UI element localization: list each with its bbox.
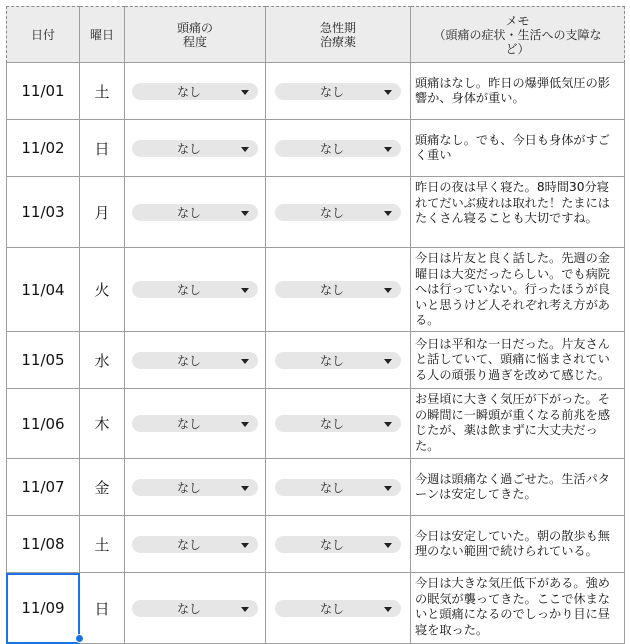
dropdown-arrow-icon[interactable] [241,422,249,427]
date-cell[interactable]: 11/06 [6,389,80,459]
dow-cell[interactable]: 木 [80,389,125,459]
dropdown-arrow-icon[interactable] [384,90,392,95]
medicine-dropdown[interactable] [275,479,401,496]
medicine-cell[interactable] [266,248,411,332]
memo-cell[interactable]: 頭痛はなし。昨日の爆弾低気圧の影響か、身体が重い。 [411,63,625,120]
memo-cell[interactable]: お昼頃に大きく気圧が下がった。その瞬間に一瞬頭が重くなる前兆を感じたが、薬は飲まずに大丈夫だった。 [411,389,625,459]
dropdown-arrow-icon[interactable] [241,147,249,152]
date-cell[interactable]: 11/09 [6,573,80,644]
severity-dropdown[interactable] [132,415,258,432]
date-cell[interactable]: 11/03 [6,177,80,248]
medicine-cell[interactable] [266,120,411,177]
dropdown-value: なし [319,141,344,156]
severity-dropdown[interactable] [132,83,258,100]
medicine-cell[interactable] [266,459,411,516]
dropdown-value: なし [176,537,201,552]
date-cell[interactable]: 11/05 [6,332,80,389]
dropdown-value: なし [176,480,201,495]
medicine-dropdown[interactable] [275,352,401,369]
dropdown-value: なし [319,417,344,431]
header-date-label: 日付 [30,27,55,42]
dropdown-value: なし [176,283,201,297]
dropdown-arrow-icon[interactable] [384,422,392,427]
severity-dropdown[interactable] [132,140,258,157]
medicine-cell[interactable] [266,177,411,248]
medicine-dropdown[interactable] [275,140,401,157]
medicine-cell[interactable] [266,332,411,389]
dropdown-value: なし [319,84,344,99]
dropdown-value: なし [319,205,344,220]
severity-cell[interactable] [125,459,266,516]
selection-fill-handle[interactable] [75,634,84,643]
dropdown-arrow-icon[interactable] [241,359,249,364]
dropdown-arrow-icon[interactable] [384,147,392,152]
severity-cell[interactable] [125,516,266,573]
medicine-cell[interactable] [266,63,411,120]
header-severity [125,6,266,63]
dropdown-value: なし [176,353,201,368]
severity-dropdown[interactable] [132,479,258,496]
dropdown-arrow-icon[interactable] [241,543,249,548]
medicine-cell[interactable] [266,389,411,459]
memo-cell[interactable]: 今週は頭痛なく過ごせた。生活パターンは安定してきた。 [411,459,625,516]
date-cell[interactable]: 11/01 [6,63,80,120]
severity-cell[interactable] [125,63,266,120]
memo-cell[interactable]: 頭痛なし。でも、今日も身体がすごく重い [411,120,625,177]
severity-cell[interactable] [125,120,266,177]
severity-cell[interactable] [125,332,266,389]
medicine-dropdown[interactable] [275,204,401,221]
header-severity-label: 頭痛の 程度 [176,20,213,49]
dropdown-arrow-icon[interactable] [384,486,392,491]
severity-cell[interactable] [125,389,266,459]
header-memo-label: メモ （頭痛の症状・生活への支障な ど） [433,13,602,56]
severity-dropdown[interactable] [132,536,258,553]
dropdown-arrow-icon[interactable] [241,211,249,216]
dow-cell[interactable]: 土 [80,63,125,120]
severity-dropdown[interactable] [132,600,258,617]
header-dow-label: 曜日 [89,27,114,42]
memo-cell[interactable]: 今日は平和な一日だった。片友さんと話していて、頭痛に悩まされている人の頑張り過ぎを改めて感じた。 [411,332,625,389]
medicine-dropdown[interactable] [275,83,401,100]
dropdown-value: なし [319,353,344,368]
medicine-cell[interactable] [266,516,411,573]
severity-cell[interactable] [125,248,266,332]
dropdown-arrow-icon[interactable] [241,90,249,95]
date-cell[interactable]: 11/04 [6,248,80,332]
medicine-dropdown[interactable] [275,600,401,617]
severity-dropdown[interactable] [132,204,258,221]
dropdown-arrow-icon[interactable] [241,486,249,491]
memo-cell[interactable]: 昨日の夜は早く寝た。8時間30分寝れてだいぶ疲れは取れた！たまにはたくさん寝ることも大切ですね。 [411,177,625,248]
medicine-dropdown[interactable] [275,536,401,553]
header-memo [411,6,625,63]
dow-cell[interactable]: 水 [80,332,125,389]
header-dow [80,6,125,63]
dropdown-arrow-icon[interactable] [384,543,392,548]
dropdown-arrow-icon[interactable] [241,607,249,612]
medicine-cell[interactable] [266,573,411,644]
memo-cell[interactable]: 今日は片友と良く話した。先週の金曜日は大変だったらしい。でも病院へは行っていない。行ったほうが良いと思うけど人それぞれ考え方がある。 [411,248,625,332]
memo-cell[interactable]: 今日は大きな気圧低下がある。強めの眠気が襲ってきた。ここで休まないと頭痛になるのでしっかり目に昼寝を取った。 [411,573,625,644]
severity-cell[interactable] [125,177,266,248]
header-date [6,6,80,63]
dropdown-value: なし [319,283,344,297]
dropdown-value: なし [176,601,201,616]
dropdown-arrow-icon[interactable] [384,288,392,293]
dow-cell[interactable]: 月 [80,177,125,248]
dow-cell[interactable]: 金 [80,459,125,516]
severity-cell[interactable] [125,573,266,644]
dow-cell[interactable]: 日 [80,573,125,644]
header-medicine-label: 急性期 治療薬 [319,20,356,49]
dropdown-arrow-icon[interactable] [384,607,392,612]
dow-cell[interactable]: 土 [80,516,125,573]
dow-cell[interactable]: 火 [80,248,125,332]
header-medicine [266,6,411,63]
date-cell[interactable]: 11/08 [6,516,80,573]
dropdown-value: なし [176,84,201,99]
dropdown-value: なし [176,205,201,220]
dropdown-value: なし [176,141,201,156]
memo-cell[interactable]: 今日は安定していた。朝の散歩も無理のない範囲で続けられている。 [411,516,625,573]
dropdown-value: なし [319,537,344,552]
medicine-dropdown[interactable] [275,415,401,432]
date-cell[interactable]: 11/07 [6,459,80,516]
severity-dropdown[interactable] [132,281,258,298]
dropdown-value: なし [176,417,201,431]
dropdown-value: なし [319,480,344,495]
dropdown-value: なし [319,601,344,616]
date-cell[interactable]: 11/02 [6,120,80,177]
dropdown-arrow-icon[interactable] [241,288,249,293]
medicine-dropdown[interactable] [275,281,401,298]
dropdown-arrow-icon[interactable] [384,359,392,364]
dropdown-arrow-icon[interactable] [384,211,392,216]
dow-cell[interactable]: 日 [80,120,125,177]
severity-dropdown[interactable] [132,352,258,369]
